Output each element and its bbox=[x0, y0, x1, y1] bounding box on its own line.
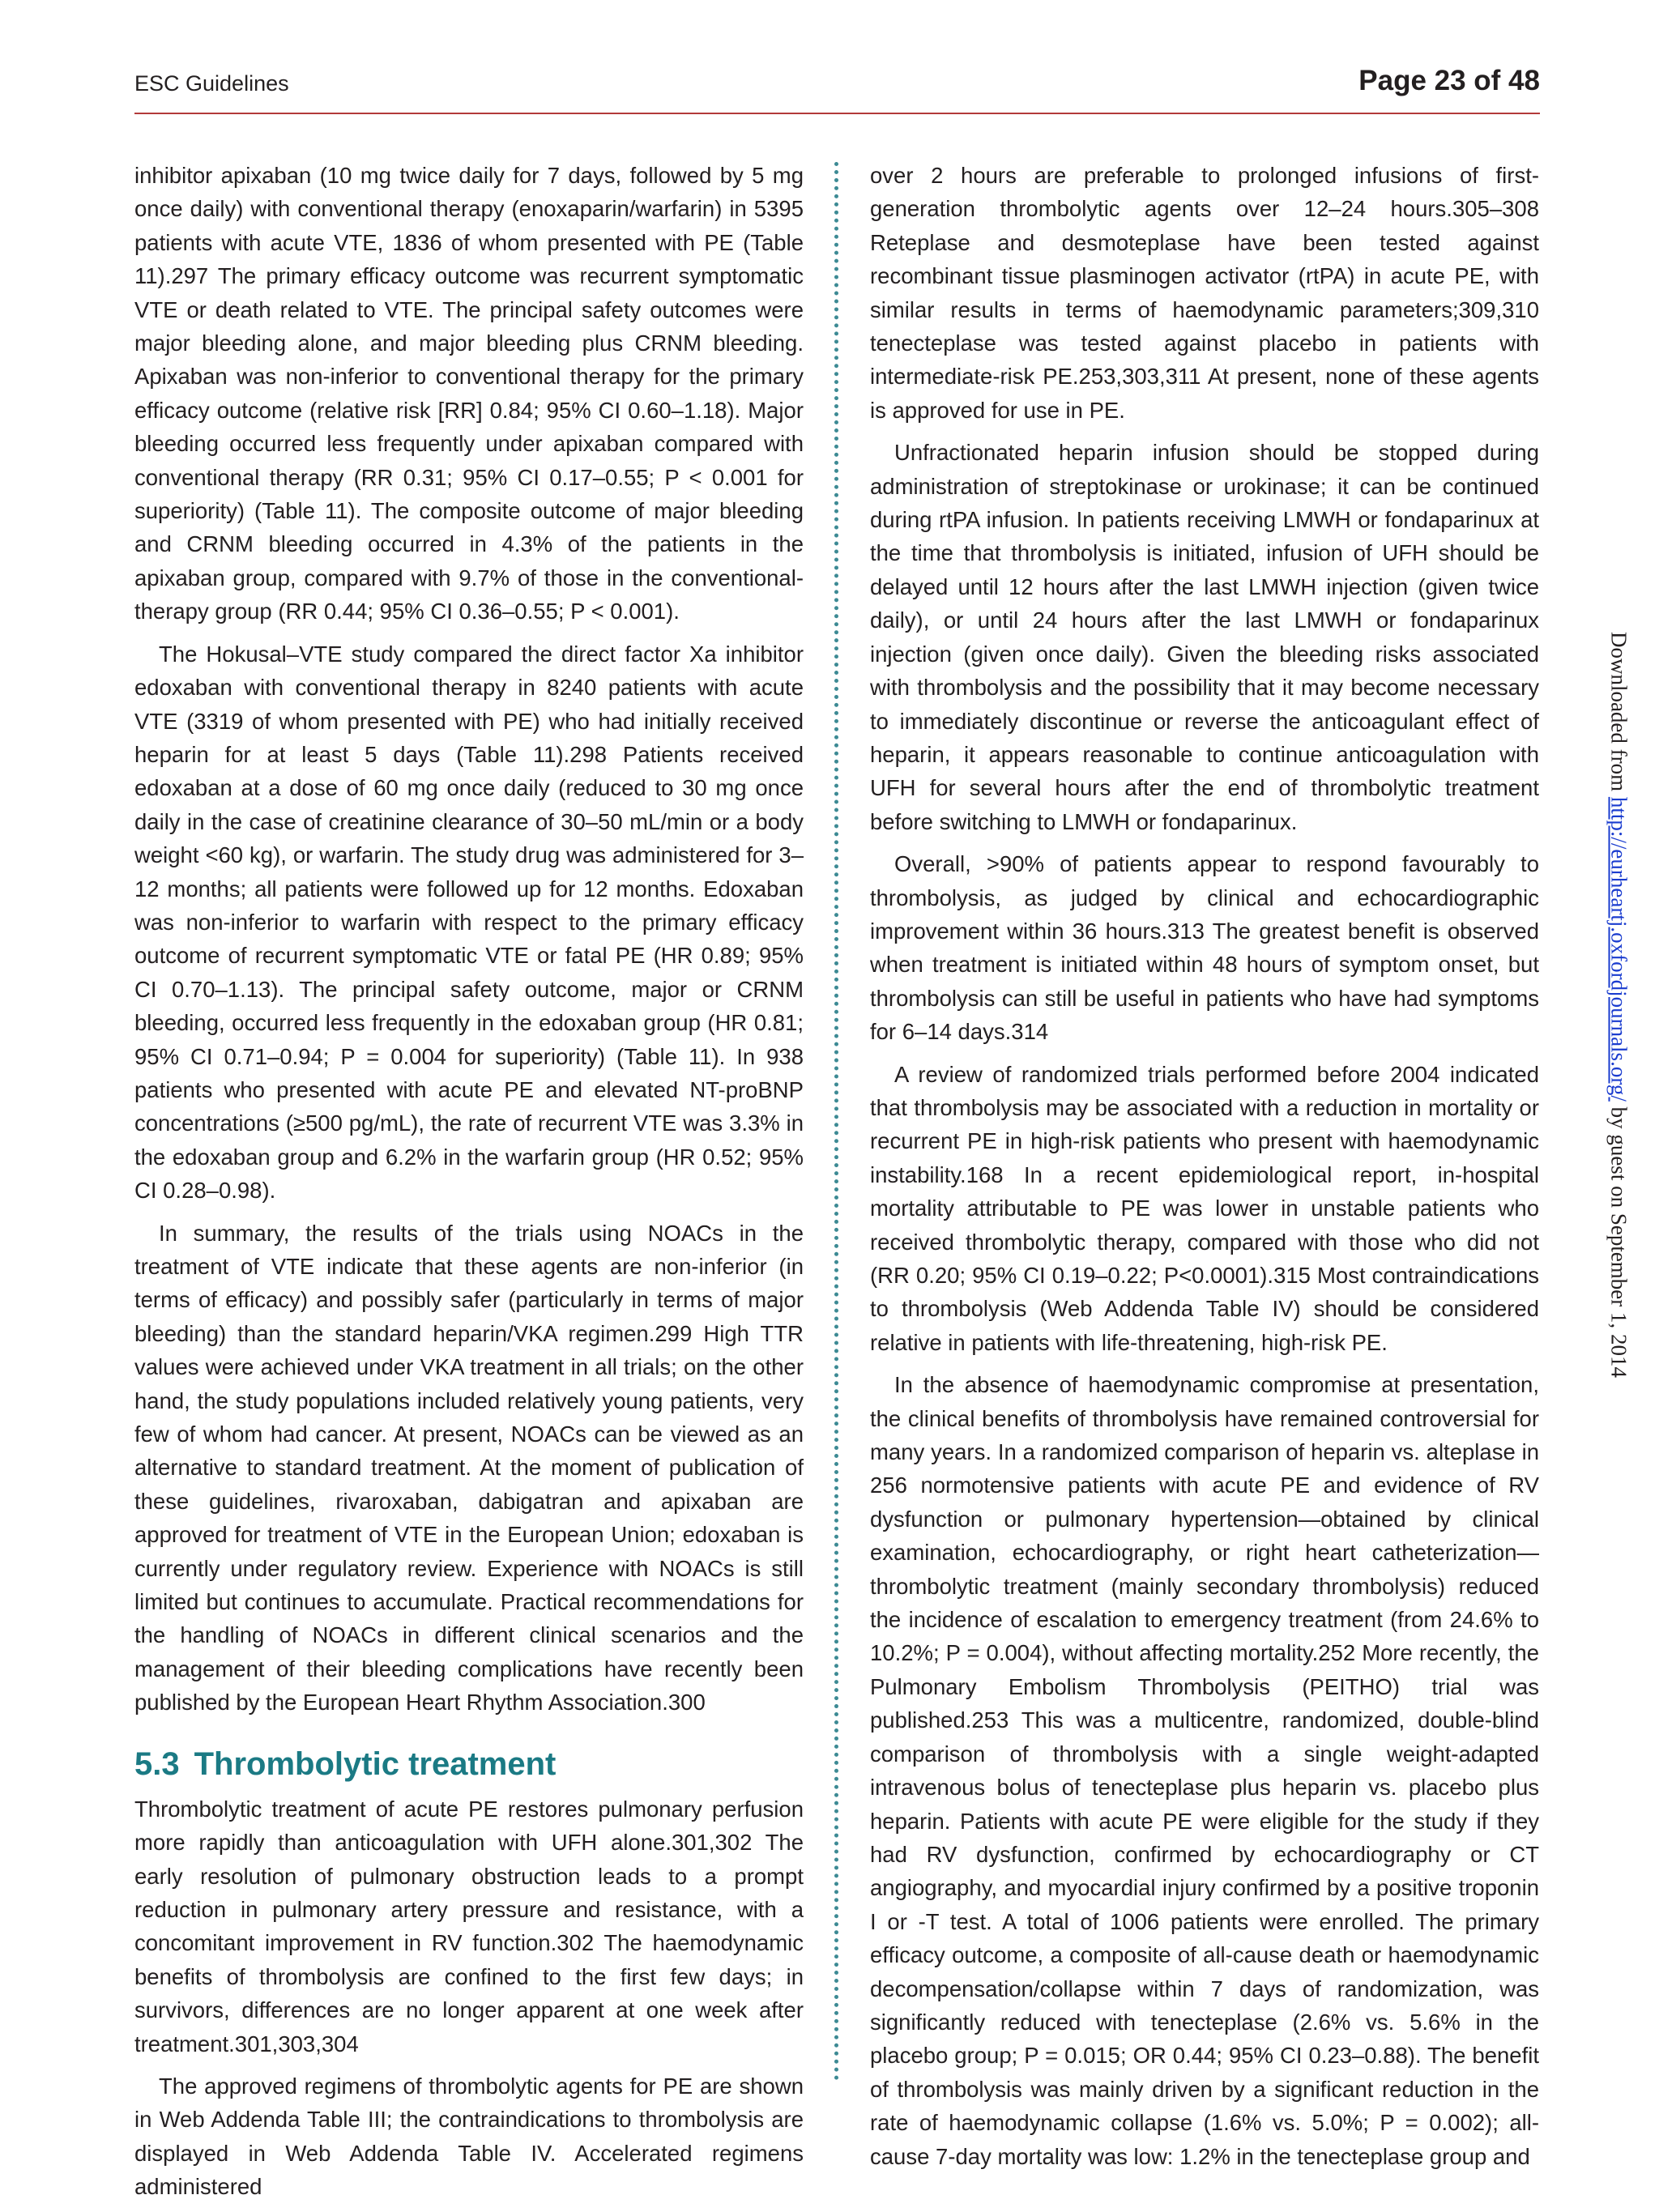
running-header bbox=[134, 63, 1540, 109]
section-heading bbox=[134, 1744, 804, 1784]
paragraph: over 2 hours are preferable to prolonged infusions of first-generation thrombolytic agents over 12–24 hours.305–308 Reteplase and desmoteplase have been tested against recombinant tissue plasminogen activator (rtPA) in acute PE, with similar results in terms of haemodynamic parameters;309,310 tenecteplase was tested against placebo in patients with intermediate-risk PE.253,303,311 At present, none of these agents is approved for use in PE. bbox=[870, 163, 1539, 423]
section-number: 5.3 bbox=[134, 1745, 180, 1782]
paragraph: inhibitor apixaban (10 mg twice daily for 7 days, followed by 5 mg once daily) with conventional therapy (enoxaparin/warfarin) in 5395 patients with acute VTE, 1836 of whom presented with PE (Table 11).297 The primary efficacy outcome was recurrent symptomatic VTE or death related to VTE. The principal safety outcomes were major bleeding alone, and major bleeding plus CRNM bleeding. Apixaban was non-inferior to conventional therapy for the primary efficacy outcome (relative risk [RR] 0.84; 95% CI 0.60–1.18). Major bleeding occurred less frequently under apixaban compared with conventional therapy (RR 0.31; 95% CI 0.17–0.55; P < 0.001 for superiority) (Table 11). The composite outcome of major bleeding and CRNM bleeding occurred in 4.3% of the patients in the apixaban group, compared with 9.7% of those in the conventional-therapy group (RR 0.44; 95% CI 0.36–0.55; P < 0.001). bbox=[134, 163, 804, 624]
right-column bbox=[870, 159, 1539, 2173]
paragraph: The approved regimens of thrombolytic agents for PE are shown in Web Addenda Table III; the contraindications to thrombolysis are displayed in Web Addenda Table IV. Accelerated regimens administered bbox=[134, 2073, 804, 2200]
column-divider bbox=[834, 162, 838, 2082]
download-suffix: by guest on September 1, 2014 bbox=[1606, 1101, 1631, 1379]
journal-link[interactable]: http://eurheartj.oxfordjournals.org/ bbox=[1606, 796, 1631, 1102]
paragraph: Unfractionated heparin infusion should be stopped during administration of streptokinase or urokinase; it can be continued during rtPA infusion. In patients receiving LMWH or fondaparinux at the time that thrombolysis is initiated, infusion of UFH should be delayed until 12 hours after the last LMWH injection (given twice daily), or until 24 hours after the last LMWH or fondaparinux injection (given once daily). Given the bleeding risks associated with thrombolysis and the possibility that it may become necessary to immediately discontinue or reverse the anticoagulant effect of heparin, it appears reasonable to continue anticoagulation with UFH for several hours after the end of thrombolytic treatment before switching to LMWH or fondaparinux. bbox=[870, 440, 1539, 834]
paragraph: Overall, >90% of patients appear to respond favourably to thrombolysis, as judged by clinical and echocardiographic improvement within 36 hours.313 The greatest benefit is observed when treatment is initiated within 48 hours of symptom onset, but thrombolysis can still be useful in patients who have had symptoms for 6–14 days.314 bbox=[870, 851, 1539, 1045]
journal-title: ESC Guidelines bbox=[134, 71, 289, 96]
download-prefix: Downloaded from bbox=[1606, 631, 1631, 797]
download-notice bbox=[1606, 560, 1631, 1451]
paragraph: A review of randomized trials performed before 2004 indicated that thrombolysis may be associated with a reduction in mortality or recurrent PE in high-risk patients who present with haemodynamic instability.168 In a recent epidemiological report, in-hospital mortality attributable to PE was lower in unstable patients who received thrombolytic therapy, compared with those who did not (RR 0.20; 95% CI 0.19–0.22; P<0.0001).315 Most contraindications to thrombolysis (Web Addenda Table IV) should be considered relative in patients with life-threatening, high-risk PE. bbox=[870, 1061, 1539, 1355]
paragraph: The Hokusal–VTE study compared the direct factor Xa inhibitor edoxaban with conventional therapy in 8240 patients with acute VTE (3319 of whom presented with PE) who had initially received heparin for at least 5 days (Table 11).298 Patients received edoxaban at a dose of 60 mg once daily (reduced to 30 mg once daily in the case of creatinine clearance of 30–50 mL/min or a body weight <60 kg), or warfarin. The study drug was administered for 3–12 months; all patients were followed up for 12 months. Edoxaban was non-inferior to warfarin with respect to the primary efficacy outcome of recurrent symptomatic VTE or fatal PE (HR 0.89; 95% CI 0.70–1.13). The principal safety outcome, major or CRNM bleeding, occurred less frequently in the edoxaban group (HR 0.81; 95% CI 0.71–0.94; P = 0.004 for superiority) (Table 11). In 938 patients who presented with acute PE and elevated NT-proBNP concentrations (≥500 pg/mL), the rate of recurrent VTE was 3.3% in the edoxaban group and 6.2% in the warfarin group (HR 0.52; 95% CI 0.28–0.98). bbox=[134, 641, 804, 1204]
paragraph: In summary, the results of the trials using NOACs in the treatment of VTE indicate that these agents are non-inferior (in terms of efficacy) and possibly safer (particularly in terms of major bleeding) than the standard heparin/VKA regimen.299 High TTR values were achieved under VKA treatment in all trials; on the other hand, the study populations included relatively young patients, very few of whom had cancer. At present, NOACs can be viewed as an alternative to standard treatment. At the moment of publication of these guidelines, rivaroxaban, dabigatran and apixaban are approved for treatment of VTE in the European Union; edoxaban is currently under regulatory review. Experience with NOACs is still limited but continues to accumulate. Practical recommendations for the handling of NOACs in different clinical scenarios and the management of their bleeding complications have recently been published by the European Heart Rhythm Association.300 bbox=[134, 1220, 804, 1715]
paragraph: Thrombolytic treatment of acute PE restores pulmonary perfusion more rapidly than anticoagulation with UFH alone.301,302 The early resolution of pulmonary obstruction leads to a prompt reduction in pulmonary artery pressure and resistance, with a concomitant improvement in RV function.302 The haemodynamic benefits of thrombolysis are confined to the first few days; in survivors, differences are no longer apparent at one week after treatment.301,303,304 bbox=[134, 1796, 804, 2056]
left-column bbox=[134, 159, 804, 2204]
header-rule bbox=[134, 113, 1540, 114]
section-title: Thrombolytic treatment bbox=[194, 1745, 557, 1782]
page-number: Page 23 of 48 bbox=[1358, 65, 1540, 96]
paragraph: In the absence of haemodynamic compromise at presentation, the clinical benefits of thrombolysis have remained controversial for many years. In a randomized comparison of heparin vs. alteplase in 256 normotensive patients with acute PE and evidence of RV dysfunction or pulmonary hypertension—obtained by clinical examination, echocardiography, or right heart catheterization—thrombolytic treatment (mainly secondary thrombolysis) reduced the incidence of escalation to emergency treatment (from 24.6% to 10.2%; P = 0.004), without affecting mortality.252 More recently, the Pulmonary Embolism Thrombolysis (PEITHO) trial was published.253 This was a multicentre, randomized, double-blind comparison of thrombolysis with a single weight-adapted intravenous bolus of tenecteplase plus heparin vs. placebo plus heparin. Patients with acute PE were eligible for the study if they had RV dysfunction, confirmed by echocardiography or CT angiography, and myocardial injury confirmed by a positive troponin I or -T test. A total of 1006 patients were enrolled. The primary efficacy outcome, a composite of all-cause death or haemodynamic decompensation/collapse within 7 days of randomization, was significantly reduced with tenecteplase (2.6% vs. 5.6% in the placebo group; P = 0.015; OR 0.44; 95% CI 0.23–0.88). The benefit of thrombolysis was mainly driven by a significant reduction in the rate of haemodynamic collapse (1.6% vs. 5.0%; P = 0.002); all-cause 7-day mortality was low: 1.2% in the tenecteplase group and bbox=[870, 1372, 1539, 2169]
